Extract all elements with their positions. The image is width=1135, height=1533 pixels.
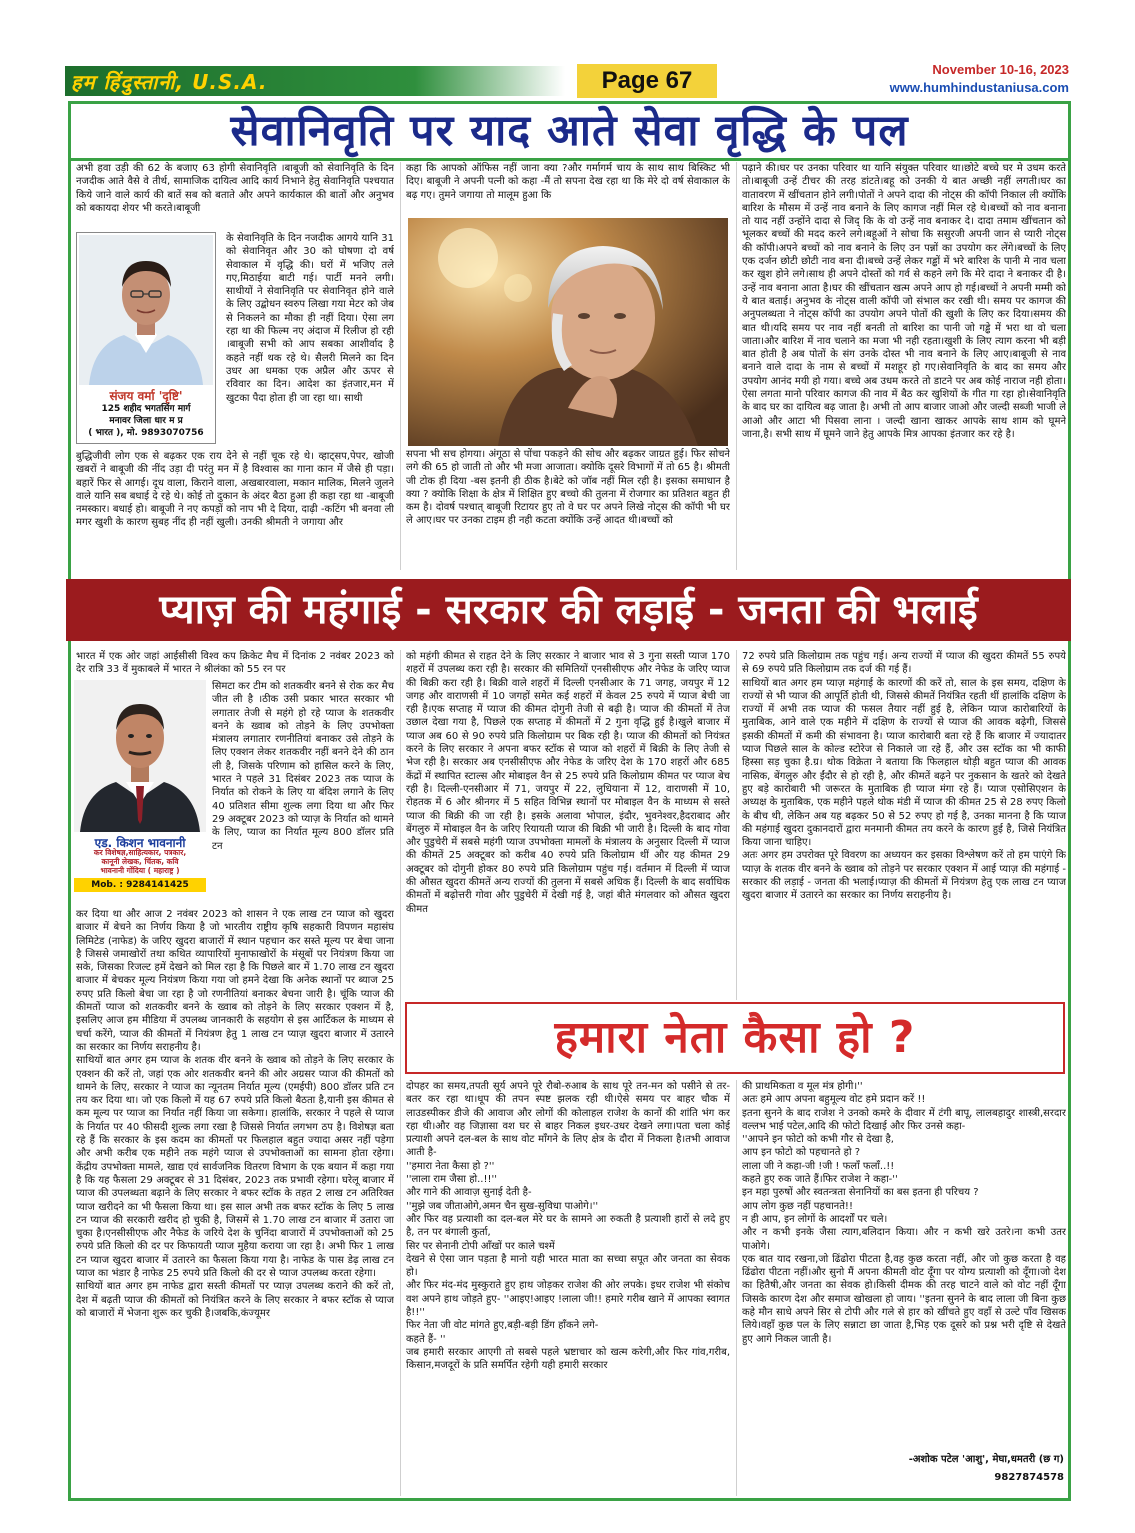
author-address: 125 शहीद भगतसिंग मार्ग मनावर जिला धार म प्र ( भारत ), मो. 9893070756 [88,404,204,438]
article1-col2-bottom: सपना भी सच होगया। अंगूठा से पोंचा पकड़ने की सोच और बढ़कर जाग्रत हुई। फिर सोचने लगे की 65 हो जाती तो और भी मजा आजाता। क्योकि दूसरे विभागों में तो 65 है। श्रीमती जी टोक ही दिया -बस इतनी ही ठीक है।बेटे को जॉब नहीं मिल रही है। इसका समाधान है क्या ? क्योकि शिक्षा के क्षेत्र में शिक्षित हुए बच्चो की तुलना में रोजगार का प्रतिशत बहुत ही कम है। दोवर्ष पश्चात् बाबूजी रिटायर हुए तो वे घर पर अपने लिखे नोट्स की कॉपी भी घर ले आए।घर पर उनका टाइम ही नही कटता क्योंकि उन्हें आदत थी।बच्चों को [406,449,730,527]
article3-headline: हमारा नेता कैसा हो ? [415,1010,1055,1066]
masthead [65,62,1073,102]
divider [68,158,1071,161]
column-divider [400,650,401,1496]
page-number: Page 67 [577,64,717,98]
article2-col1-bottom: कर दिया था और आज 2 नवंबर 2023 को शासन ने एक लाख टन प्याज को खुदरा बाजार में बेचने का निर्णय किया है जो भारतीय राष्ट्रीय कृषि सहकारी विपणन महासंघ लिमिटेड (नाफेड) के जरिए खुदरा बाजारों में स्थान पहचान कर सस्ते मूल्य पर बेचा जाना है जिससे जमाखोरों तथा कथित व्यापारियों मुनाफाखोरों के मंसूबों पर नियंत्रण किया जा सके, जिसका रिजल्ट हमें देखने को मिल रहा है कि पिछले बार में 1.70 लाख टन खुदरा बाजार में बेचकर मूल्य नियंत्रण किया गया जो हमने देखा कि अनेक स्थानों पर ब्याज 25 रुपए प्रति किलो बेचा जा रहा है जो रणनीतियां बनाकर बेचना जारी है। चूंकि प्याज की कीमतों प्याज को शतकवीर बनने के ख्वाब को तोड़ने के लिए सरकार एक्शन में है, इसलिए आज हम मीडिया में उपलब्ध जानकारी के सहयोग से इस आर्टिकल के माध्यम से चर्चा करेंगे, प्याज की कीमतों में नियंत्रण हेतु 1 लाख टन प्याज़ खुदरा बाजार में उतारने का सरकार का निर्णय सराहनीय है। साथियों बात अगर हम प्याज के शतक वीर बनने के ख्वाब को तोड़ने के लिए सरकार के एक्शन की करें तो, जहां एक ओर शतकवीर बनने की ओर अग्रसर प्याज की कीमतों को थामने के लिए, सरकार ने प्याज का न्यूनतम निर्यात मूल्य (एमईपी) 800 डॉलर प्रति टन तय कर दिया था। जो एक किलो में यह 67 रुपये प्रति किलो बैठता है,यानी इस कीमत से कम मूल्य पर प्याज का निर्यात नहीं किया जा सकेगा। हालांकि, सरकार ने पहले से प्याज के निर्यात पर 40 फीसदी शुल्क लगा रखा है जिससे निर्यात लगभग ठप है। विशेषज्ञ बता रहे हैं कि सरकार के इस कदम का कीमतों पर फिलहाल बहुत ज्यादा असर नहीं पड़ेगा और अभी करीब एक महीने तक महंगे प्याज से उपभोक्ताओं का सामना होता रहेगा। केंद्रीय उपभोक्ता मामले, खाद्य एवं सार्वजनिक वितरण विभाग के एक बयान में कहा गया है कि यह फैसला 29 अक्टूबर से 31 दिसंबर, 2023 तक प्रभावी रहेगा। घरेलू बाजार में प्याज की उपलब्धता बढ़ाने के लिए सरकार ने बफर स्टॉक के तहत 2 लाख टन अतिरिक्त प्याज खरीदने का भी फैसला किया था। इस साल अभी तक बफर स्टॉक के लिए 5 लाख टन प्याज की सरकारी खरीद हो चुकी है, जिसमें से 1.70 लाख टन बाजार में उतारा जा चुका है।एनसीसीएफ और नैफेड के जरिये देश के चुनिंदा बाजारों में उपभोक्ताओं को 25 रुपये प्रति किलो की दर पर किफायती प्याज मुहैया कराया जा रहा है। अभी फिर 1 लाख टन प्याज खुदरा बाजार में उतारने का फैसला किया गया है। नाफेड के पास डेढ़ लाख टन प्याज का भंडार है नाफेड 25 रुपये प्रति किलो की दर से प्याज उपलब्ध करता रहेगा। साथियों बात अगर हम नाफेड द्वारा सस्ती कीमतों पर प्याज़ उपलब्ध कराने की करें तो, देश में बढ़ती प्याज की कीमतों को नियंत्रित करने के लिए सरकार ने बफर स्टॉक से प्याज को बाजारों में भेजना शुरू कर चुकी है।जबकि,कंज्यूमर [76,909,394,1319]
author-name: संजय वर्मा 'दृष्टि' [109,389,183,403]
article1-col2-top: कहा कि आपको ऑफिस नहीं जाना क्या ?और गर्मागर्म चाय के साथ साथ बिस्किट भी दिए। बाबूजी ने अपनी पत्नी को कहा -मैं तो सपना देख रहा था कि मेरे दो वर्ष सेवाकाल के बढ़ गए। तुमने जगाया तो मालूम हुआ कि [406,163,730,201]
article1-col1-bottom: बुद्धिजीवी लोग एक से बढ़कर एक राय देने से नहीं चूक रहे थे। व्हाट्सप,पेपर, खोजी खबरों ने बाबूजी की नींद उड़ा दी परंतु मन में है विश्वास का गाना कान में जैसे ही पड़ा। बहारें फिर से आगई। दूध वाला, किराने वाला, अखबारवाला, मकान मालिक, मिलने जुलने वाले यानि सब बधाई दे रहे थे। कोई तो दुकान के अंदर बैठा हुआ ही कहा रहा था -बाबूजी नमस्कार। बधाई हो। बाबूजी ने नए कपड़ों को नाप भी दे दिया, दाढ़ी -कटिंग भी बनवा ली मगर खुशी के कारण सुबह नींद ही नहीं खुली। उनकी श्रीमती ने जगाया और [76,451,394,529]
article1-author-box [76,232,216,444]
author-title: कर विशेषज्ञ,साहित्यकार, पत्रकार, कानूनी लेखक, चिंतक, कवि भावनानी गोंदिया ( महाराष्ट्र ) [93,848,187,875]
article1-col1-side: के सेवानिवृति के दिन नजदीक आगये यानि 31 को सेवानिवृत और 30 को घोषणा दो वर्ष सेवाकाल में वृद्धि की। घरों में भजिए तले गए,मिठाईया बाटी गई। पार्टी मनने लगी। साथीयों ने सेवानिवृति पर सेवानिवृत होने वाले के लिए उद्बोधन स्वरुप लिखा गया मेटर को जेब से निकलने का मौका ही नहीं दिया। ऐसा लग रहा था की फिल्म नए अंदाज में रिलीज हो रही ।बाबूजी सभी को आप सबका आशीर्वाद है कहते नहीं थक रहे थे। सैलरी मिलने का दिन उधर आ धमका एक अप्रैल और ऊपर से रविवार का दिन। आदेश का इंतजार,मन में खुटका पैदा होता ही जा रहा था। साथी [226,233,394,404]
article2-col2: को महंगी कीमत से राहत देने के लिए सरकार ने बाजार भाव से 3 गुना सस्ती प्याज 170 शहरों में उपलब्ध करा रही है। सरकार की समितियों एनसीसीएफ और नेफेड के जरिए प्याज की बिक्री करा रही है। बिक्री वाले शहरों में दिल्ली एनसीआर के 71 जगह, जयपुर में 12 जगह और वाराणसी में 10 जगहों समेत कई शहरों में केवल 25 रुपये में प्याज बेची जा रही है।एक सप्ताह में प्याज की कीमत दोगुनी तेजी से बढ़ी है। प्याज की कीमतों में तेज उछाल देखा गया है, पिछले एक सप्ताह में कीमतों में 2 गुना वृद्धि हुई है।खुले बाजार में प्याज अब 60 से 90 रुपये प्रति किलोग्राम पर बिक रही है। प्याज की कीमतों को नियंत्रत करने के लिए सरकार ने अपना बफर स्टॉक से प्याज को शहरों में बिक्री के लिए तेजी से भेज रही है। सरकार अब एनसीसीएफ और नेफेड के जरिए देश के 170 शहरों और 685 केंद्रों में स्थापित स्टाल्स और मोबाइल वैन से 25 रुपये प्रति किलोग्राम कीमत पर प्याज बेच रही है। दिल्ली-एनसीआर में 71, जयपुर में 22, लुधियाना में 12, वाराणसी में 10, रोहतक में 6 और श्रीनगर में 5 सहित विभिन्न स्थानों पर मोबाइल वैन के माध्यम से सस्ते प्याज की बिक्री की जा रही है। इसके अलावा भोपाल, इंदौर, भुवनेश्वर,हैदराबाद और बेंगलुरु में मोबाइल वैन के जरिए रियायती प्याज की बिक्री भी जारी है। दिल्ली के बाद गोवा और पुडुचेरी में सबसे महंगी प्याज उपभोक्ता मामलों के मंत्रालय के अनुसार दिल्ली में प्याज की कीमतें 25 अक्टूबर को करीब 40 रुपये प्रति किलोग्राम थीं और यह कीमत 29 अक्टूबर को दोगुनी होकर 80 रुपये प्रति किलोग्राम पहुंच गई। वर्तमान में दिल्ली में प्याज की औसत खुदरा कीमतें अन्य राज्यों की तुलना में सबसे अधिक हैं। दिल्ली के बाद सर्वाधिक कीमतों में बढ़ोत्तरी गोवा और पुडुचेरी में देखी गई है, जहां बीते मंगलवार को औसत खुदरा कीमत [406,651,730,915]
issue-date: November 10-16, 2023 [932,62,1069,77]
article2-headline: प्याज़ की महंगाई - सरकार की लड़ाई - जनता की भलाई [66,579,1071,641]
website-url[interactable]: www.humhindustaniusa.com [889,80,1069,95]
article3-col1: दोपहर का समय,तपती सूर्य अपने पूरे रौबो-रुआब के साथ पूरे तन-मन को पसीने से तर-बतर कर रहा था।धूप की तपन स्पष्ट झलक रही थी।ऐसे समय पर बाहर चौक में लाउडस्पीकर डीजे की आवाज और लोगों की कोलाहल राजेश के कानों की शांति भंग कर रहा थी।और वह जिज्ञासा वश घर से बाहर निकल इधर-उधर देखने लगा।पता चला कोई प्रत्याशी अपने दल-बल के साथ वोट माँगने के लिए क्षेत्र के दौरा में निकला है।तभी आवाज आती है- ''हमारा नेता कैसा हो ?'' ''लाला राम जैसा हो..!!'' और गाने की आवाज़ सुनाई देती है- ''मुझे जब जीताओगे,अमन चैन सुख-सुविधा पाओगे।'' और फिर वह प्रत्याशी का दल-बल मेरे घर के सामने आ रुकती है प्रत्याशी हारों से लदे हुए है, तन पर बंगाली कुर्ता, सिर पर सेनानी टोपी आँखों पर काले चश्में देखने से ऐसा जान पड़ता है मानो यही भारत माता का सच्चा सपूत और जनता का सेवक हो। और फिर मंद-मंद मुस्कुराते हुए हाथ जोड़कर राजेश की ओर लपके। इधर राजेश भी संकोच वश अपने हाथ जोड़ते हुए- ''आइए!आइए !लाला जी!! हमारे गरीब खाने में आपका स्वागत है!!'' फिर नेता जी वोट मांगते हुए,बड़ी-बड़ी डिंग हाँकने लगे- कहते हैं- '' जब हमारी सरकार आएगी तो सबसे पहले भ्रष्टाचार को खत्म करेगी,और फिर गांव,गरीब, किसान,मजदूरों के प्रति समर्पित रहेगी यही हमारी सरकार [406,1081,730,1372]
article1-headline: सेवानिवृति पर याद आते सेवा वृद्धि के पल [230,106,909,156]
article2-author-box [74,680,206,878]
article2-col1-side: सिमटा कर टीम को शतकवीर बनने से रोक कर मैच जीत ली है ।ठीक उसी प्रकार भारत सरकार भी लगातार तेजी से महंगे हो रहे प्याज के शतकवीर बनने के ख्वाब को तोड़ने के लिए उपभोक्ता मंत्रालय लगातार रणनीतियां बनाकर उसे तोड़ने के लिए एक्शन लेकर शतकवीर नहीं बनने देने की ठान ली है, जिसके परिणाम को हासिल करने के लिए, भारत ने पहले 31 दिसंबर 2023 तक प्याज के निर्यात को रोकने के लिए या बंदिश लगाने के लिए 40 प्रतिशत सीमा शुल्क लगा दिया था और फिर 29 अक्टूबर 2023 को प्याज़ के निर्यात को थामने के लिए, प्याज का निर्यात मूल्य 800 डॉलर प्रति टन [212,681,394,852]
masthead-banner [65,66,565,96]
article2-col1-top: भारत में एक ओर जहां आईसीसी विश्व कप क्रिकेट मैच में दिनांक 2 नवंबर 2023 को देर रात्रि 33 वें मुकाबले में भारत ने श्रीलंका को 55 रन पर [76,651,394,676]
author-name: एड. किशन भावनानी [94,836,186,850]
article3-col2: की प्राथमिकता व मूल मंत्र होगी।'' अतः हमे आप अपना बहुमूल्य वोट हमे प्रदान करें !! इतना सुनने के बाद राजेश ने उनको कमरे के दीवार में टंगी बापू, लालबहादुर शास्त्री,सरदार वल्लभ भाई पटेल,आदि की फोटो दिखाई और फिर उनसे कहा- ''आपने इन फोटो को कभी गौर से देखा है, आप इन फोटो को पहचानते हो ? लाला जी ने कहा-जी !जी ! फलाँ फलाँ..!! कहते हुए रुक जाते हैं।फिर राजेश ने कहा-'' इन महा पुरुषों और स्वतन्त्रता सेनानियों का बस इतना ही परिचय ? आप लोग कुछ नहीं पहचानते!! न ही आप, इन लोगों के आदर्शों पर चले। और न कभी इनके जैसा त्याग,बलिदान किया। और न कभी खरे उतरे।ना कभी उतर पाओगे। एक बात याद रखना,जो ढिंढोरा पीटता है,वह कुछ करता नहीं, और जो कुछ करता है वह ढिंढोरा पीटता नहीं।और सुनो मैं अपना कीमती वोट दूँगा पर योग्य प्रत्याशी को दूँगा।जो देश का हितैषी,और जनता का सेवक हो।किसी दीमक की तरह चाटने वाले को वोट नहीं दूँगा जिसके कारण देश और समाज खोखला हो जाय। ''इतना सुनने के बाद लाला जी बिना कुछ कहे मौन साधे अपने सिर से टोपी और गले से हार को खींचते हुए वहाँ से उल्टे पाँव खिसक लिये।वहाँ कुछ पल के लिए सन्नाटा छा जाता है,भिड़ एक दूसरे को प्रश्न भरी दृष्टि से देखते हुए आगे निकल जाती है। [742,1081,1066,1345]
article3-author-phone: 9827874578 [994,1472,1064,1483]
publication-title: हम हिंदुस्तानी, U.S.A. [71,70,268,94]
author-photo [74,680,206,832]
author-photo [79,235,213,385]
article3-headline-box [405,1002,1065,1074]
article1-col3: पढ़ाने की।घर पर उनका परिवार था यानि संयुक्त परिवार था।छोटे बच्चे घर मे उधम करते तो।बाबूजी उन्हें टीचर की तरह डांटते।बहू को उनकी ये बात अच्छी नहीं लगती।घर का वातावरण में खींचतान होने लगी।पोतों ने अपने दादा की नोट्स की कॉपी निकाल ली क्योंकि बारिश के मौसम में उन्हें नाव बनाने के लिए कागज नहीं मिल रहे थे।बच्चों को नाव बनाना तो याद नहीं उन्होंने दादा से जिद् कि के वो उन्हें नाव बनाकर दे। दादा तमाम खींचतान को भूलकर बच्चों की मदद करने लगे।बहूओं ने सोचा कि ससुरजी अपनी जान से प्यारी नोट्स की कॉपी।अपने बच्चों को नाव बनाने के लिए उन पन्नों का उपयोग कर लेंगे।बच्चों के लिए एक दर्जन छोटी छोटी नाव बना दी।बच्चे उन्हें लेकर गड्ढों में भरे बारिश के पानी मे नाव चला कर खुश होने लगे।साथ ही अपने दोस्तों को गर्व से कहने लगे कि मेरे दादा ने बनाकर दी है।उन्हें नाव बनाना आता है।घर की खींचतान खत्म अपने आप हो गई।बच्चों ने अपनी मम्मी को ये बात बताई। अनुभव के नोट्स वाली कॉपी जो संभाल कर रखी थी। समय पर कागज की अनुपलब्धता ने नोट्स कॉपी का उपयोग अपने पोतों की खुशी के लिए कर दिया।समय की बात थी।यदि समय पर नाव नहीं बनती तो बारिश का पानी जो गड्ढे में भरा था वो चला जाता।और बारिश में नाव चलाने का मजा भी नही रहता।खुशी के लिए त्याग करना भी बड़ी बात होती है अब पोतों के संग उनके दोस्त भी नाव बनाने के लिए आए।बाबूजी से नाव बनाने वाले दादा के नाम से बच्चों में मशहूर हो गए।सेवानिवृति के बाद का समय और उपयोग आनंद मयी हो गया। बच्चे अब उधम करते तो डाटने पर अब कोई नाराज नही होता।ऐसा लगता मानो परिवार कागज की नाव में बैठ कर खुशियों के गीत गा रहा हो।सेवानिवृति के बाद घर का दायित्व बढ़ जाता है। अभी तो आप बाजार जाओ और जल्दी सब्जी भाजी ले आओ और आटा भी पिसवा लाना । जल्दी खाना खाकर आपके साथ शाम को घूमने जाना,है। सभी साथ में घूमने जाने हेतु आपके मित्र आपका इंतजार कर रहे है। [742,163,1066,440]
article3-author-signature: -अशोक पटेल 'आशु', मेघा,धमतरी (छ ग) [908,1454,1064,1465]
column-divider [400,162,401,570]
elderly-woman-photo [408,218,728,446]
column-divider [736,1080,737,1496]
article1-col1-top: अभी हवा उड़ी की 62 के बजाए 63 होगी सेवानिवृति ।बाबूजी को सेवानिवृति के दिन नजदीक आते वैसे वे तीर्थ, सामाजिक दायित्व आदि कार्य निभाने हेतु सेवानिवृति पश्चयात किये जाने वाले कार्य की बातें सब को बताते और अपने कार्यकाल की बातों और अनुभव को बकायदा शेयर भी करते।बाबूजी [76,163,394,214]
column-divider [736,650,737,1000]
article2-col3: 72 रुपये प्रति किलोग्राम तक पहुंच गई। अन्य राज्यों में प्याज की खुदरा कीमतें 55 रुपये से 69 रुपये प्रति किलोग्राम तक दर्ज की गई हैं। साथियों बात अगर हम प्याज़ महंगाई के कारणों की करें तो, साल के इस समय, दक्षिण के राज्यों से भी प्याज की आपूर्ति होती थी, जिससे कीमतें नियंत्रित रहती थीं हालांकि दक्षिण के राज्यों में अभी तक प्याज की फसल तैयार नहीं हुई है, लेकिन प्याज कारोबारियों के मुताबिक, आने वाले एक महीने में दक्षिण के राज्यों से प्याज की आवक बढ़ेगी, जिससे इसकी कीमतों में कमी की संभावना है। प्याज कारोबारी बता रहे हैं कि बाजार में ज्यादातर प्याज पिछले साल के कोल्ड स्टोरेज से निकाले जा रहे हैं, और उस स्टॉक का भी काफी हिस्सा सड़ चुका है.ग्र। थोक विक्रेता ने बताया कि फिलहाल थोड़ी बहुत प्याज की आवक नासिक, बेंगलुरु और ईंदौर से हो रही है, और कीमतें बढ़ने पर नुकसान के खतरे को देखते हुए बड़े कारोबारी भी जरूरत के मुताबिक ही प्याज मंगा रहे हैं। प्याज एसोसिएशन के अध्यक्ष के मुताबिक, एक महीने पहले थोक मंडी में प्याज की कीमत 25 से 28 रुपए किलो के बीच थी, लेकिन अब यह बढ़कर 50 से 52 रुपए हो गई है, उनका मानना है कि प्याज की महंगाई खुदरा दुकानदारों द्वारा मनमानी कीमत तय करने के कारण हुई है, जिसे नियंत्रित किया जाना चाहिए। अतः अगर हम उपरोक्त पूरे विवरण का अध्ययन कर इसका विश्लेषण करें तो हम पाएंगे कि प्याज़ के शतक वीर बनने के ख्वाब को तोड़ने पर सरकार एक्शन में आई प्याज़ की महंगाई - सरकार की लड़ाई - जनता की भलाई।प्याज़ की कीमतों में नियंत्रण हेतु एक लाख टन प्याज खुदरा बाजार में उतारने का सरकार का निर्णय सराहनीय है। [742,651,1066,902]
column-divider [736,162,737,570]
author-mobile: Mob. : 9284141425 [74,878,206,892]
